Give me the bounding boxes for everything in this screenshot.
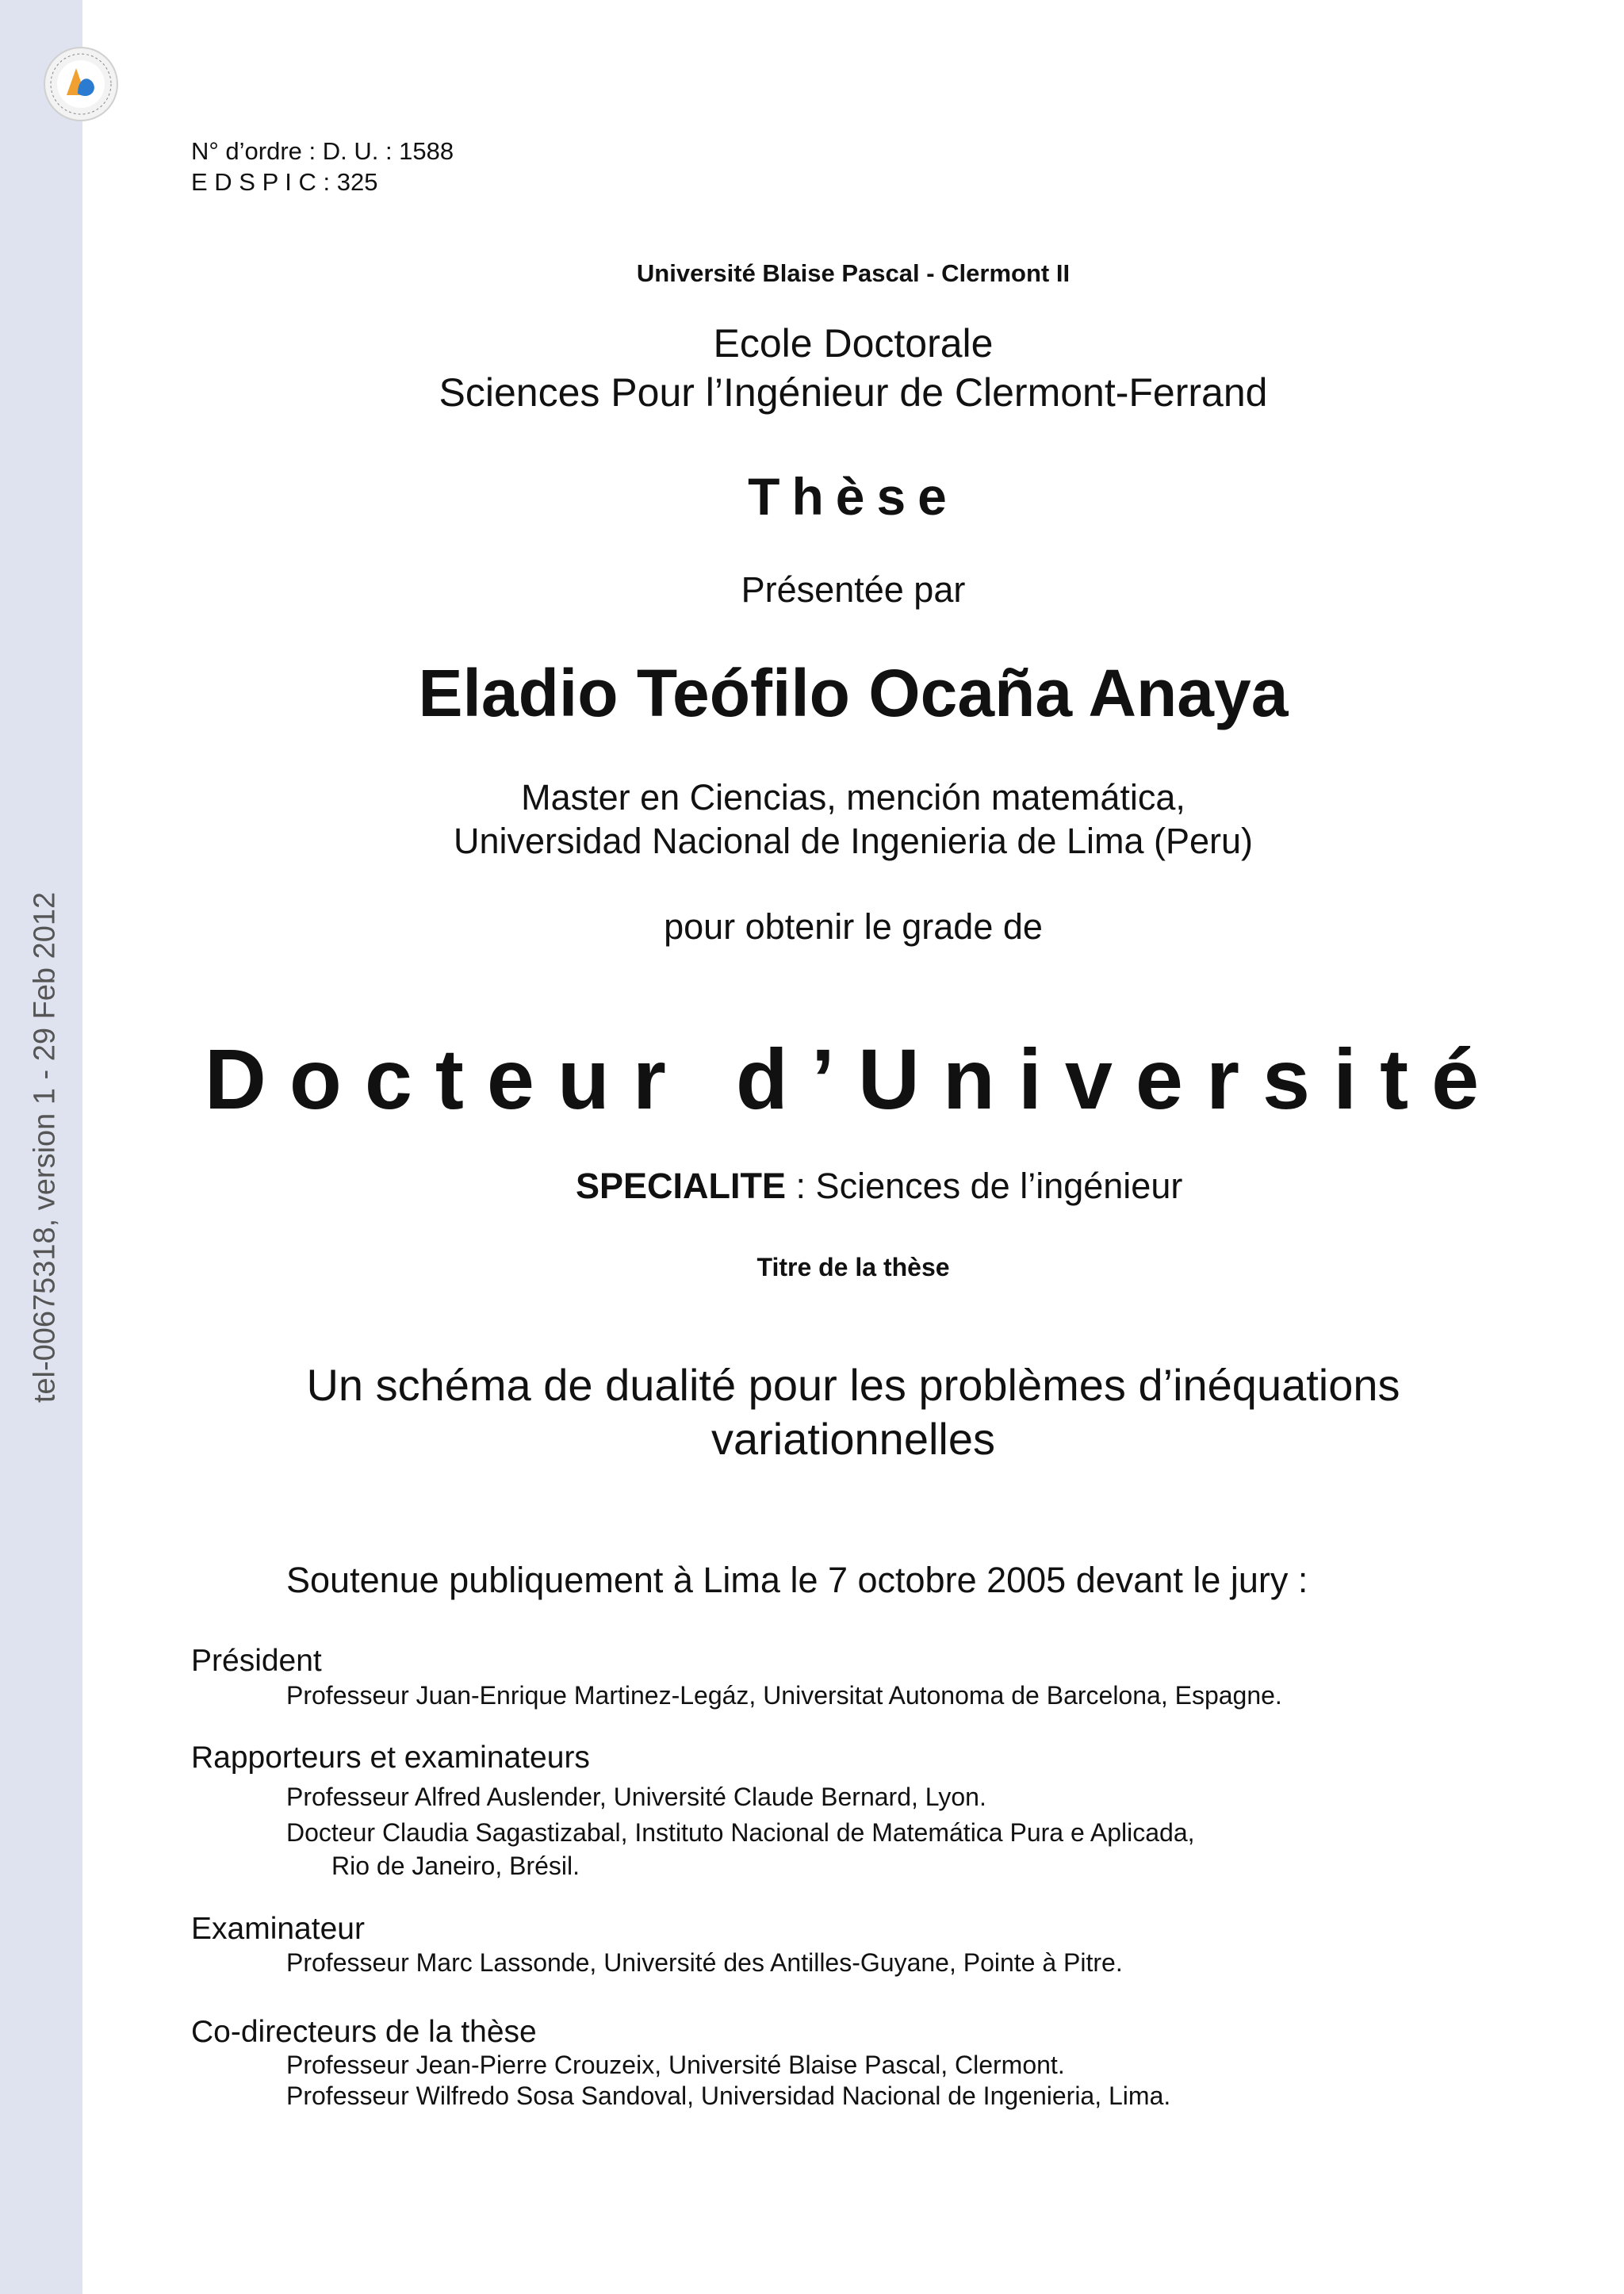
speciality bbox=[576, 1166, 1182, 1207]
jury-member: Professeur Alfred Auslender, Université Claude Bernard, Lyon. bbox=[286, 1783, 986, 1811]
thesis-title-label: Titre de la thèse bbox=[756, 1253, 950, 1281]
jury-member-continuation: Rio de Janeiro, Brésil. bbox=[331, 1852, 580, 1880]
jury-member: Docteur Claudia Sagastizabal, Instituto Nacional de Matemática Pura e Aplicada, bbox=[286, 1818, 1195, 1847]
grade-title: Docteur d’Université bbox=[204, 1031, 1503, 1127]
hal-archive-logo-icon bbox=[43, 46, 119, 122]
speciality-value: : Sciences de l’ingénieur bbox=[786, 1166, 1183, 1206]
author-degree-line1: Master en Ciencias, mención matemática, bbox=[521, 777, 1185, 818]
jury-member: Professeur Marc Lassonde, Université des Antilles-Guyane, Pointe à Pitre. bbox=[286, 1948, 1123, 1977]
doctoral-school-line2: Sciences Pour l’Ingénieur de Clermont-Ferrand bbox=[439, 370, 1268, 415]
edspic-number: E D S P I C : 325 bbox=[191, 168, 378, 196]
jury-president-title: Président bbox=[191, 1644, 322, 1678]
order-number: N° d’ordre : D. U. : 1588 bbox=[191, 137, 454, 165]
jury-member: Professeur Jean-Pierre Crouzeix, Université Blaise Pascal, Clermont. bbox=[286, 2051, 1065, 2079]
jury-examinateur-title: Examinateur bbox=[191, 1912, 365, 1946]
jury-codirecteurs-title: Co-directeurs de la thèse bbox=[191, 2015, 537, 2049]
doctoral-school-line1: Ecole Doctorale bbox=[713, 321, 994, 366]
doctoral-school bbox=[82, 319, 1624, 417]
university-name: Université Blaise Pascal - Clermont II bbox=[636, 259, 1071, 287]
defense-statement: Soutenue publiquement à Lima le 7 octobre 2005 devant le jury : bbox=[286, 1560, 1308, 1600]
jury-member: Professeur Wilfredo Sosa Sandoval, Universidad Nacional de Ingenieria, Lima. bbox=[286, 2081, 1171, 2110]
thesis-title bbox=[82, 1358, 1624, 1466]
author-degree bbox=[82, 776, 1624, 863]
speciality-label: SPECIALITE bbox=[576, 1166, 787, 1206]
archive-stamp: tel-00675318, version 1 - 29 Feb 2012 bbox=[28, 891, 62, 1404]
thesis-title-line2: variationnelles bbox=[711, 1414, 995, 1464]
author-name: Eladio Teófilo Ocaña Anaya bbox=[418, 656, 1289, 730]
these-heading: Thèse bbox=[748, 467, 959, 526]
jury-member: Professeur Juan-Enrique Martinez-Legáz, Universitat Autonoma de Barcelona, Espagne. bbox=[286, 1681, 1282, 1710]
grade-intro: pour obtenir le grade de bbox=[664, 906, 1043, 947]
presented-by: Présentée par bbox=[741, 569, 966, 610]
jury-rapporteurs-title: Rapporteurs et examinateurs bbox=[191, 1741, 590, 1775]
author-degree-line2: Universidad Nacional de Ingenieria de Lima (Peru) bbox=[453, 821, 1254, 861]
thesis-title-line1: Un schéma de dualité pour les problèmes d’inéquations bbox=[306, 1360, 1400, 1410]
